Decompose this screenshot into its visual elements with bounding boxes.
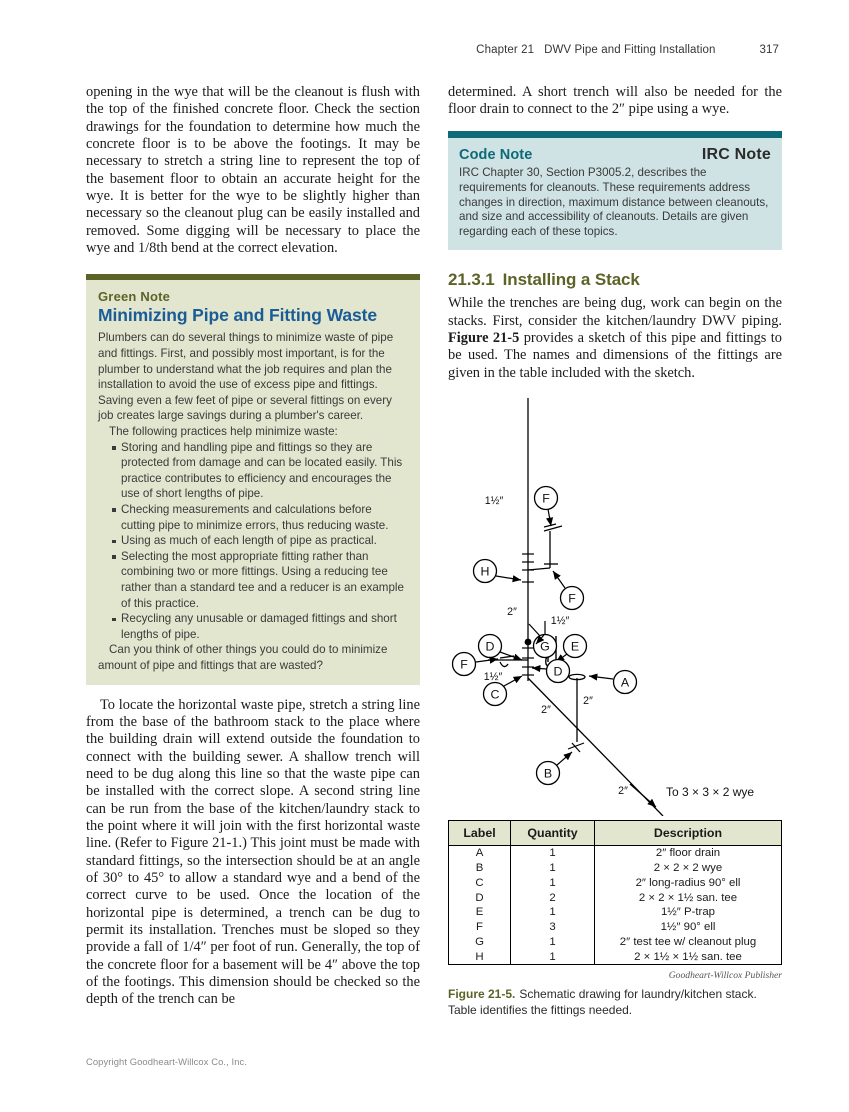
table-header-row <box>449 820 782 845</box>
cell-label: D <box>449 890 511 905</box>
column-header-label: Label <box>449 820 511 845</box>
schematic-drawing <box>448 396 782 816</box>
green-note-kicker: Green Note <box>98 289 171 305</box>
callout-f-top <box>535 486 558 526</box>
cell-label: G <box>449 935 511 950</box>
section-number: 21.3.1 <box>448 270 495 290</box>
cell-quantity: 1 <box>511 845 595 860</box>
figure-caption-text: Schematic drawing for laundry/kitchen stack. Table identifies the fittings needed. <box>448 987 757 1017</box>
cell-description: 2″ long-radius 90° ell <box>635 876 741 889</box>
cell-label: C <box>449 876 511 891</box>
right-paragraph-2-b: provides a sketch of this pipe and fittings to be used. The names and dimensions of the fittings are given in the table included with the sketch. <box>448 329 782 381</box>
column-header-description: Description <box>595 820 782 845</box>
cell-label: F <box>449 920 511 935</box>
test-tee-plug <box>525 639 532 646</box>
dim-mid-stack: 2″ <box>507 605 517 618</box>
dim-upper-stack: 1½″ <box>484 494 504 507</box>
callout-label: F <box>542 491 550 506</box>
cell-description: 1½″ 90° ell <box>660 921 716 934</box>
left-paragraph-2: To locate the horizontal waste pipe, stretch a string line from the base of the bathroom stack to the place where the building drain will extend outside the foundation to connect with the building sewer. A shallow trench will need to be dug along this line so that the waste pipe can be installed with the correct slope. A second string line can be run from the base of the kitchen/laundry stack to the point where it will join with the first horizontal waste line. (Refer to Figure 21-1.) This joint must be made with standard fittings, so the intersection should be at an angle of 30° to 45° to allow a standard wye and a bend of the correct curve to be used. Once the location of the horizontal pipe is determined, a trench can be dug to permit its installation. Trenches must be sloped so they provide a fall of 1/4″ per foot of run. Generally, the top of the concrete floor for a basement will be 4″ above the top of the footings. This dimension should be checked so the depth of the trench can be <box>86 696 420 1008</box>
figure-caption-label: Figure 21-5. <box>448 987 516 1002</box>
table-row <box>449 949 782 964</box>
page-number: 317 <box>759 44 779 56</box>
destination-arrow <box>630 784 656 807</box>
left-column <box>86 84 420 1009</box>
list-item: Checking measurements and calculations before cutting pipe to minimize errors, thus reducing waste. <box>112 502 408 533</box>
cell-quantity: 1 <box>511 935 595 950</box>
cell-quantity: 3 <box>511 920 595 935</box>
green-note-lead-in: The following practices help minimize waste: <box>109 425 338 438</box>
cell-description: 2″ floor drain <box>655 847 721 860</box>
callout-label: F <box>568 591 576 606</box>
callout-label: D <box>485 639 495 654</box>
right-paragraph-2 <box>448 295 782 382</box>
cell-label: A <box>449 845 511 860</box>
callout-label: G <box>540 639 550 654</box>
column-header-quantity: Quantity <box>511 820 595 845</box>
right-column <box>448 84 782 1018</box>
floor-drain-riser <box>569 674 585 742</box>
copyright-footer: Copyright Goodheart-Willcox Co., Inc. <box>86 1056 248 1067</box>
dim-floor-drain: 2″ <box>583 694 593 707</box>
cell-description: 2 × 2 × 1½ san. tee <box>638 891 738 904</box>
table-row <box>449 935 782 950</box>
dim-to-wye-run: 2″ <box>618 784 628 797</box>
cell-quantity: 1 <box>511 876 595 891</box>
list-item: Recycling any unusable or damaged fittings and short lengths of pipe. <box>112 611 408 642</box>
green-note-bullet-list <box>98 440 408 643</box>
fittings-table <box>448 820 782 965</box>
left-paragraph-1: opening in the wye that will be the cleanout is flush with the top of the finished concrete floor. Check the section drawings for the foundation to determine how much the concrete floor is to be above the footings. It may be necessary to stretch a string line to represent the top of the basement floor to obtain an accurate height for the wye. It is better for the wye to be slightly higher than necessary so the cleanout plug can be easily installed and removed. Some digging will be necessary to place the wye and 1/8th bend at the correct elevation. <box>86 84 420 257</box>
right-paragraph-1: determined. A short trench will also be needed for the floor drain to connect to the 2″ pipe using a wye. <box>448 84 782 118</box>
running-head-chapter: Chapter 21 <box>476 44 535 56</box>
list-item: Storing and handling pipe and fittings so they are protected from damage and can be located easily. This practice contributes to efficiency and encourages the use of short lengths of pipe. <box>112 440 408 502</box>
dim-horizontal-run: 2″ <box>541 703 551 716</box>
table-row <box>449 905 782 920</box>
cell-quantity: 2 <box>511 890 595 905</box>
cell-label: B <box>449 861 511 876</box>
callout-label: D <box>553 664 563 679</box>
schematic-svg <box>448 396 782 816</box>
destination-label: To 3 × 3 × 2 wye <box>666 784 755 799</box>
code-note-badge: IRC Note <box>701 145 771 163</box>
callout-label: C <box>490 687 500 702</box>
cell-description: 1½″ P-trap <box>660 906 716 919</box>
callout-label: F <box>460 657 468 672</box>
upper-branch-pipe <box>544 524 562 568</box>
table-row <box>449 861 782 876</box>
cell-label: E <box>449 905 511 920</box>
callout-b <box>537 752 573 785</box>
code-note-kicker: Code Note <box>459 146 533 163</box>
figure-credit: Goodheart-Willcox Publisher <box>668 970 782 982</box>
running-head <box>440 44 779 62</box>
cell-description: 2 × 1½ × 1½ san. tee <box>634 950 742 963</box>
callout-d-upper <box>479 634 523 660</box>
callout-a <box>589 670 637 693</box>
section-title: Installing a Stack <box>502 270 640 290</box>
cell-description: 2 × 2 × 2 wye <box>653 862 723 875</box>
callout-e <box>556 634 587 662</box>
wye-marker <box>568 743 584 752</box>
cell-quantity: 1 <box>511 905 595 920</box>
list-item: Selecting the most appropriate fitting rather than combining two or more fittings. Using a reducing tee rather than a standard tee and a reducer is an example of this practice. <box>112 549 408 611</box>
green-note-intro: Plumbers can do several things to minimize waste of pipe and fittings. First, and possibly most important, is for the plumber to understand what the job requires and plan the installation to avoid the use of excess pipe and fittings. Saving even a few feet of pipe or several fittings on every job creates large savings during a plumber's career. <box>98 331 394 423</box>
vent-connection <box>528 564 558 570</box>
table-row <box>449 876 782 891</box>
table-row <box>449 890 782 905</box>
table-row <box>449 920 782 935</box>
table-row <box>449 845 782 860</box>
callout-label: B <box>543 766 553 781</box>
cell-label: H <box>449 949 511 964</box>
dim-branch-left: 1½″ <box>483 670 503 683</box>
code-note-header <box>459 146 771 164</box>
callout-label: A <box>620 675 630 690</box>
running-head-title: DWV Pipe and Fitting Installation <box>544 44 716 56</box>
callout-label: E <box>570 639 580 654</box>
callout-label: H <box>480 564 490 579</box>
dim-branch-g: 1½″ <box>550 614 570 627</box>
figure-caption <box>448 987 782 1018</box>
list-item: Using as much of each length of pipe as practical. <box>112 533 408 549</box>
cell-quantity: 1 <box>511 949 595 964</box>
cell-description: 2″ test tee w/ cleanout plug <box>619 936 757 949</box>
cell-quantity: 1 <box>511 861 595 876</box>
green-note-closing: Can you think of other things you could do to minimize amount of pipe and fittings that are wasted? <box>98 643 388 672</box>
callout-h <box>474 559 522 582</box>
code-note-box <box>448 131 782 251</box>
section-heading <box>448 270 782 290</box>
green-note-box <box>86 274 420 684</box>
g-leader <box>529 624 540 636</box>
green-note-title: Minimizing Pipe and Fitting Waste <box>98 305 377 326</box>
right-paragraph-2-a: While the trenches are being dug, work can begin on the stacks. First, consider the kitchen/laundry DWV piping. <box>448 295 782 329</box>
callout-f-mid <box>553 571 584 610</box>
code-note-body: IRC Chapter 30, Section P3005.2, describes the requirements for cleanouts. These requirements address changes in direction, maximum distance between cleanouts, and size and accessibility of cleanouts. Details are given regarding each of these topics. <box>459 165 769 239</box>
figure-21-5 <box>448 396 782 1018</box>
callout-d-lower <box>532 659 570 682</box>
figure-reference: Figure 21-5 <box>448 329 520 346</box>
